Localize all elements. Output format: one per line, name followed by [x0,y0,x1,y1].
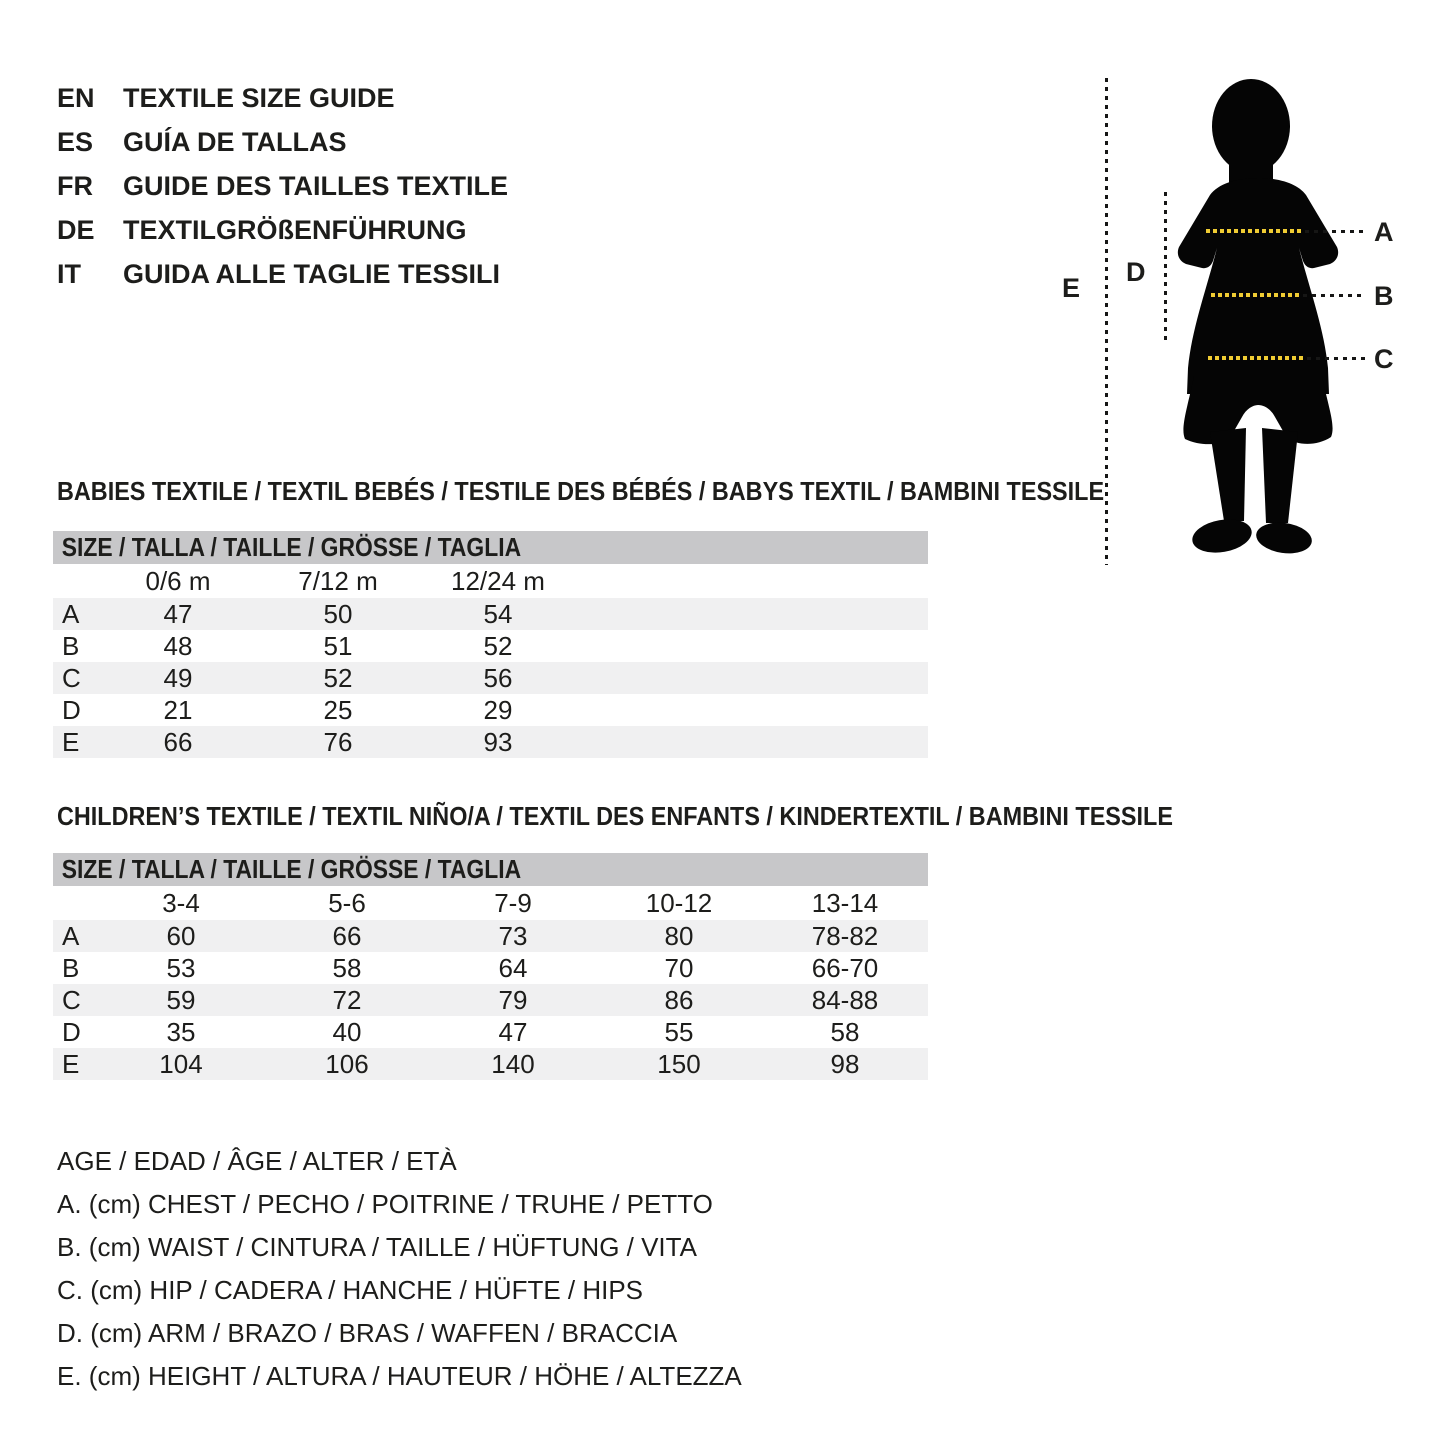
measure-row-label: B [62,952,80,983]
legend-line: D. (cm) ARM / BRAZO / BRAS / WAFFEN / BRACCIA [57,1318,678,1348]
babies-size-header-bar [53,531,928,564]
size-column-header: 10-12 [645,887,713,918]
waist-dash-line [1211,293,1301,297]
legend-line: B. (cm) WAIST / CINTURA / TAILLE / HÜFTUNG / VITA [57,1232,697,1262]
language-row [57,164,508,208]
children-measure-row-C [53,984,928,1016]
language-code: IT [57,258,81,289]
measure-value-cell: 64 [498,952,528,983]
measure-value-cell: 104 [159,1048,203,1079]
measure-value-cell: 55 [664,1016,694,1047]
chest-dot-line [1305,230,1365,233]
measure-value-cell: 52 [323,662,353,693]
legend-line: C. (cm) HIP / CADERA / HANCHE / HÜFTE / HIPS [57,1275,644,1305]
legend-line: E. (cm) HEIGHT / ALTURA / HAUTEUR / HÖHE / ALTEZZA [57,1361,742,1391]
babies-column-header-row [53,564,928,598]
measure-value-cell: 66 [332,920,362,951]
measure-value-cell: 86 [664,984,694,1015]
measure-value-cell: 47 [498,1016,528,1047]
measure-value-cell: 50 [323,598,353,629]
measure-value-cell: 73 [498,920,528,951]
children-section-heading: CHILDREN’S TEXTILE / TEXTIL NIÑO/A / TEXTIL DES ENFANTS / KINDERTEXTIL / BAMBINI TESSILE [57,801,1173,831]
measure-value-cell: 93 [483,726,513,757]
measurement-legend [57,1140,742,1398]
language-title: TEXTILGRÖßENFÜHRUNG [123,214,467,245]
legend-line: A. (cm) CHEST / PECHO / POITRINE / TRUHE / PETTO [57,1189,713,1219]
measure-value-cell: 56 [483,662,513,693]
measure-row-label: A [62,598,80,629]
measure-value-cell: 58 [332,952,362,983]
language-row [57,120,508,164]
measure-value-cell: 49 [163,662,193,693]
measure-value-cell: 54 [483,598,513,629]
measure-value-cell: 72 [332,984,362,1015]
measure-value-cell: 70 [664,952,694,983]
measure-row-label: C [62,984,81,1015]
size-column-header: 5-6 [328,887,366,918]
measure-value-cell: 66 [163,726,193,757]
language-code: DE [57,214,95,245]
measure-row-label: B [62,630,80,661]
children-size-header-text: SIZE / TALLA / TAILLE / GRÖSSE / TAGLIA [61,854,522,884]
babies-section-heading: BABIES TEXTILE / TEXTIL BEBÉS / TESTILE DES BÉBÉS / BABYS TEXTIL / BAMBINI TESSILE [57,476,1105,506]
size-column-header: 7-9 [494,887,532,918]
language-title: GUÍA DE TALLAS [123,126,347,157]
measure-value-cell: 21 [163,694,193,725]
measure-value-cell: 48 [163,630,193,661]
babies-measure-row-D [53,694,928,726]
measure-value-cell: 140 [491,1048,535,1079]
children-size-table [53,853,928,1080]
measure-value-cell: 60 [166,920,196,951]
language-title-list [57,76,508,296]
waist-label: B [1374,281,1394,311]
measure-value-cell: 150 [657,1048,701,1079]
child-silhouette-image [1172,76,1344,558]
language-code: FR [57,170,93,201]
measure-value-cell: 25 [323,694,353,725]
measure-value-cell: 78-82 [811,920,879,951]
chest-dash-line [1206,229,1303,233]
language-row [57,252,508,296]
arm-measure-line [1164,192,1167,343]
measure-value-cell: 47 [163,598,193,629]
babies-size-header-text: SIZE / TALLA / TAILLE / GRÖSSE / TAGLIA [61,532,522,562]
size-column-header: 0/6 m [145,565,211,596]
babies-measure-row-B [53,630,928,662]
height-measure-line [1105,78,1108,565]
language-code: EN [57,82,95,113]
measure-row-label: D [62,1016,81,1047]
measure-row-label: D [62,694,81,725]
measure-value-cell: 52 [483,630,513,661]
measure-value-cell: 51 [323,630,353,661]
measure-value-cell: 59 [166,984,196,1015]
hip-dot-line [1307,357,1365,360]
measure-row-label: A [62,920,80,951]
size-column-header: 13-14 [811,887,879,918]
measure-value-cell: 80 [664,920,694,951]
size-column-header: 12/24 m [451,565,545,596]
arm-label: D [1126,257,1146,287]
size-column-header: 3-4 [162,887,200,918]
language-row [57,76,508,120]
babies-measure-row-C [53,662,928,694]
measure-row-label: E [62,726,80,757]
babies-measure-row-E [53,726,928,758]
hip-dash-line [1208,356,1305,360]
measure-value-cell: 79 [498,984,528,1015]
children-measure-row-E [53,1048,928,1080]
babies-size-table [53,531,928,758]
measure-value-cell: 98 [830,1048,860,1079]
measure-value-cell: 29 [483,694,513,725]
children-measure-row-B [53,952,928,984]
measure-row-label: E [62,1048,80,1079]
measure-row-label: C [62,662,81,693]
measure-value-cell: 66-70 [811,952,879,983]
babies-measure-row-A [53,598,928,630]
language-code: ES [57,126,94,157]
measure-value-cell: 84-88 [811,984,879,1015]
language-row [57,208,508,252]
measure-value-cell: 53 [166,952,196,983]
language-title: GUIDA ALLE TAGLIE TESSILI [123,258,500,289]
children-measure-row-D [53,1016,928,1048]
language-title: GUIDE DES TAILLES TEXTILE [123,170,509,201]
height-label: E [1062,273,1081,303]
measure-value-cell: 58 [830,1016,860,1047]
measure-value-cell: 106 [325,1048,369,1079]
waist-dot-line [1303,294,1363,297]
children-measure-row-A [53,920,928,952]
hip-label: C [1374,344,1394,374]
size-column-header: 7/12 m [298,565,378,596]
legend-line: AGE / EDAD / ÂGE / ALTER / ETÀ [57,1146,457,1176]
children-size-header-bar [53,853,928,886]
chest-label: A [1374,217,1394,247]
measure-value-cell: 40 [332,1016,362,1047]
measure-value-cell: 76 [323,726,353,757]
language-title: TEXTILE SIZE GUIDE [123,82,395,113]
children-column-header-row [53,886,928,920]
measure-value-cell: 35 [166,1016,196,1047]
